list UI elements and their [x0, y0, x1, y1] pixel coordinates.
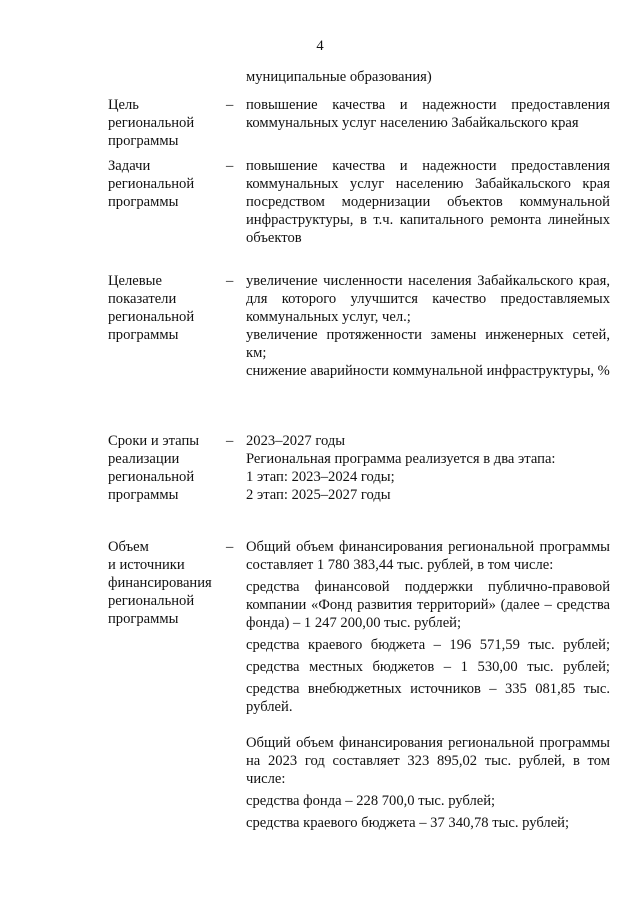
- dash-separator: –: [226, 273, 234, 289]
- paragraph: Региональная программа реализуется в два этапа:: [246, 451, 556, 467]
- dash-separator: –: [226, 97, 234, 113]
- paragraph: 2023–2027 годы: [246, 433, 346, 449]
- paragraph: средства финансовой поддержки публично-правовой компании «Фонд развития территорий» (далее – средства фонда) – 1 247 200,00 тыс. рублей;: [246, 579, 610, 631]
- paragraph: средства фонда – 228 700,0 тыс. рублей;: [246, 793, 496, 809]
- row-label: Сроки и этапы реализации региональной программы: [108, 433, 200, 503]
- page-number: 4: [316, 38, 324, 54]
- row-content: [246, 157, 610, 247]
- row-content: [246, 96, 610, 132]
- row-label: Цель региональной программы: [108, 97, 195, 149]
- row-label: Задачи региональной программы: [108, 158, 195, 210]
- dash-separator: –: [226, 433, 234, 449]
- paragraph: 1 этап: 2023–2024 годы;: [246, 469, 395, 485]
- paragraph: средства внебюджетных источников – 335 081,85 тыс. рублей.: [246, 681, 610, 715]
- paragraph: повышение качества и надежности предоставления коммунальных услуг населению Забайкальского края: [246, 97, 610, 131]
- dash-separator: –: [226, 539, 234, 555]
- paragraph: повышение качества и надежности предоставления коммунальных услуг населению Забайкальского края посредством модернизации объектов коммунальной инфраструктуры, в т.ч. капитального ремонта линейных объектов: [246, 158, 610, 246]
- continuation-text: муниципальные образования): [246, 69, 432, 85]
- row-content: [246, 538, 610, 832]
- paragraph: 2 этап: 2025–2027 годы: [246, 487, 391, 503]
- paragraph: увеличение численности населения Забайкальского края, для которого улучшится качество предоставляемых коммунальных услуг, чел.;: [246, 273, 610, 325]
- paragraph: снижение аварийности коммунальной инфраструктуры, %: [246, 363, 610, 379]
- paragraph: Общий объем финансирования региональной программы на 2023 год составляет 323 895,02 тыс. рублей, в том числе:: [246, 735, 610, 787]
- paragraph: средства краевого бюджета – 37 340,78 тыс. рублей;: [246, 815, 570, 831]
- paragraph: средства местных бюджетов – 1 530,00 тыс. рублей;: [246, 659, 610, 675]
- paragraph: средства краевого бюджета – 196 571,59 тыс. рублей;: [246, 637, 610, 653]
- row-label: Целевые показатели региональной программы: [108, 273, 195, 343]
- dash-separator: –: [226, 158, 234, 174]
- row-label: Объем и источники финансирования региональной программы: [108, 539, 212, 627]
- row-content: [246, 272, 610, 380]
- paragraph: увеличение протяженности замены инженерных сетей, км;: [246, 327, 610, 361]
- row-content: [246, 432, 610, 504]
- paragraph: Общий объем финансирования региональной программы составляет 1 780 383,44 тыс. рублей, в том числе:: [246, 539, 610, 573]
